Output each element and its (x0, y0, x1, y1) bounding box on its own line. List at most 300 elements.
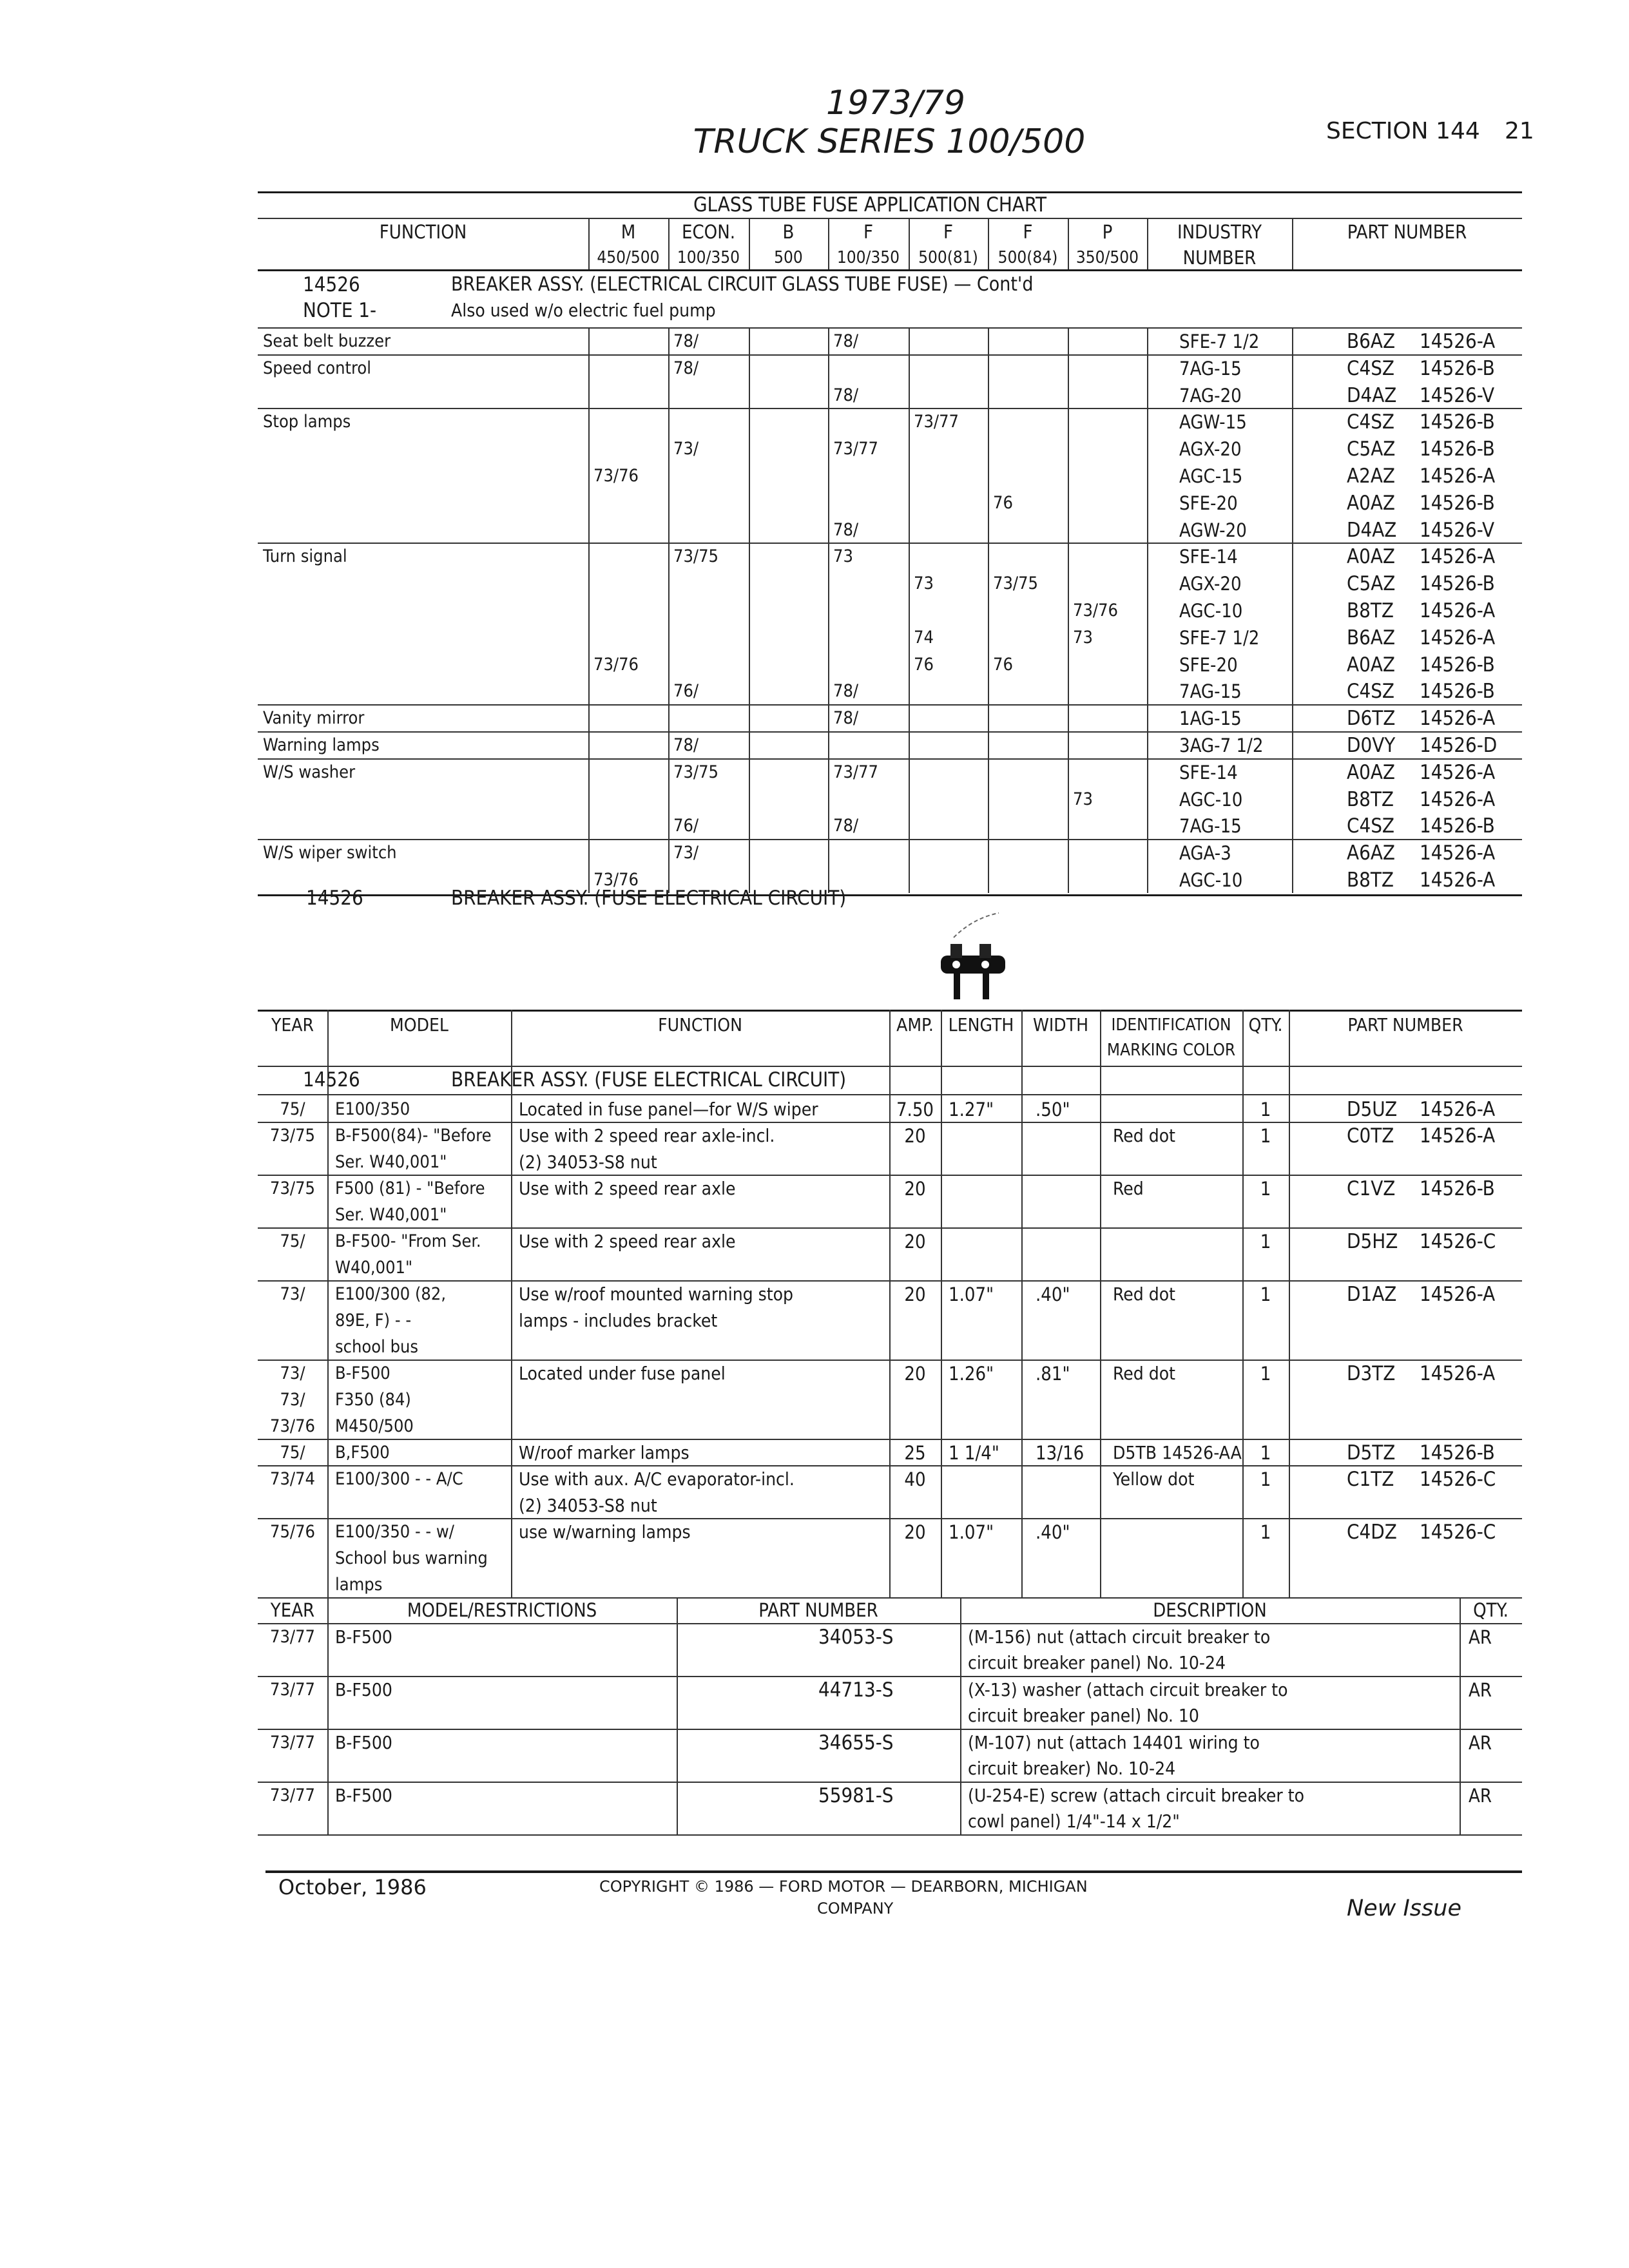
col-f2-subheader: 500(81) (918, 248, 978, 267)
part-prefix: D5TZ (1347, 1441, 1396, 1465)
amp-cell: 20 (904, 1521, 926, 1543)
col-m-header: M (621, 221, 636, 243)
part-number: 14526-B (1420, 680, 1495, 704)
col-industry-header: INDUSTRY (1177, 221, 1262, 243)
body-divider (749, 327, 750, 893)
hardware-row-rule (258, 1729, 1522, 1730)
hw-year-cell: 73/77 (270, 1733, 315, 1753)
industry-number: AGC-10 (1179, 788, 1243, 811)
year-cell: 73/ (280, 1284, 305, 1304)
page-number: 21 (1505, 118, 1534, 144)
industry-number: 7AG-15 (1179, 357, 1242, 380)
length-cell: 1.07" (949, 1283, 994, 1305)
breaker-function-header: FUNCTION (658, 1014, 742, 1035)
part-prefix: B8TZ (1347, 599, 1394, 622)
width-cell: 13/16 (1036, 1442, 1084, 1464)
model-cell: school bus (335, 1337, 419, 1357)
footer-date: October, 1986 (278, 1875, 427, 1899)
breaker-qty-header: QTY. (1248, 1014, 1283, 1035)
function-cell: (2) 34053-S8 nut (519, 1151, 657, 1173)
hw-year-cell: 73/77 (270, 1785, 315, 1805)
body-divider (988, 327, 989, 893)
function-cell: W/roof marker lamps (519, 1442, 689, 1463)
hw-desc-cell: (M-107) nut (attach 14401 wiring to (968, 1732, 1260, 1753)
breaker-width-header: WIDTH (1032, 1014, 1089, 1035)
section-code: 14526 (306, 887, 363, 910)
breaker-length-header: LENGTH (948, 1014, 1014, 1035)
part-number: 14526-B (1420, 410, 1495, 434)
industry-number: SFE-20 (1179, 653, 1238, 676)
part-prefix: A0AZ (1347, 760, 1395, 784)
header-divider (1147, 218, 1148, 269)
body-divider (588, 327, 590, 893)
hw-desc-cell: circuit breaker panel) No. 10 (968, 1705, 1199, 1726)
function-cell: Seat belt buzzer (263, 331, 391, 351)
amp-cell: 20 (904, 1178, 926, 1200)
econ-cell: 78/ (673, 735, 699, 755)
industry-number: 7AG-15 (1179, 680, 1242, 703)
part-prefix: A6AZ (1347, 841, 1395, 865)
part-prefix: D5HZ (1347, 1230, 1398, 1253)
qty-cell: 1 (1260, 1468, 1271, 1490)
qty-cell: 1 (1260, 1178, 1271, 1200)
width-cell: .81" (1036, 1363, 1070, 1385)
m-cell: 73/76 (593, 466, 639, 486)
breaker-col-divider (889, 1010, 891, 1597)
amp-cell: 20 (904, 1283, 926, 1305)
part-prefix: B8TZ (1347, 869, 1394, 892)
qty-cell: 1 (1260, 1363, 1271, 1385)
part-number: 14526-C (1420, 1230, 1496, 1253)
qty-cell: 1 (1260, 1521, 1271, 1543)
year-cell: 73/76 (270, 1416, 315, 1436)
f1-cell: 73/77 (833, 439, 878, 459)
width-cell: .50" (1036, 1099, 1070, 1120)
industry-number: AGC-15 (1179, 465, 1243, 487)
part-prefix: A0AZ (1347, 653, 1395, 677)
function-cell: Use with 2 speed rear axle-incl. (519, 1125, 775, 1146)
chart-title: GLASS TUBE FUSE APPLICATION CHART (693, 193, 1047, 216)
col-p-header: P (1102, 221, 1113, 243)
part-prefix: D3TZ (1347, 1362, 1396, 1385)
part-number: 14526-C (1420, 1468, 1496, 1491)
hw-part-cell: 44713-S (818, 1678, 894, 1702)
chart-header-rule (258, 269, 1522, 271)
amp-cell: 7.50 (896, 1099, 934, 1120)
function-cell: lamps - includes bracket (519, 1310, 718, 1331)
function-cell: Use with aux. A/C evaporator-incl. (519, 1468, 795, 1490)
econ-cell: 73/ (673, 843, 699, 863)
function-cell: Located under fuse panel (519, 1363, 726, 1384)
chart-group-code: 14526 (303, 273, 360, 296)
part-number: 14526-D (1420, 734, 1498, 757)
function-cell: Stop lamps (263, 412, 351, 432)
body-divider (828, 327, 829, 893)
breaker-ident-header: IDENTIFICATION (1111, 1015, 1231, 1035)
part-prefix: C5AZ (1347, 437, 1396, 461)
year-cell: 73/ (280, 1390, 305, 1410)
breaker-col-divider (1100, 1010, 1101, 1597)
year-cell: 75/76 (270, 1522, 315, 1542)
hw-desc-cell: (X-13) washer (attach circuit breaker to (968, 1679, 1288, 1700)
width-cell: .40" (1036, 1283, 1070, 1305)
function-cell: (2) 34053-S8 nut (519, 1495, 657, 1516)
part-number: 14526-C (1420, 1521, 1496, 1544)
model-cell: E100/300 (82, (335, 1284, 447, 1304)
year-cell: 75/ (280, 1231, 305, 1251)
length-cell: 1.07" (949, 1521, 994, 1543)
group-divider (258, 408, 1522, 409)
col-f3-subheader: 500(84) (998, 248, 1058, 267)
footer-rule (265, 1870, 1522, 1873)
group-divider (258, 839, 1522, 840)
model-cell: F350 (84) (335, 1390, 411, 1410)
hw-qty-cell: AR (1469, 1626, 1492, 1648)
part-number: 14526-A (1420, 599, 1496, 622)
industry-number: AGA-3 (1179, 842, 1231, 865)
part-prefix: D5UZ (1347, 1098, 1398, 1121)
part-number: 14526-B (1420, 572, 1495, 596)
hardware-col-divider (960, 1597, 961, 1834)
chart-note-label: NOTE 1- (303, 299, 377, 322)
length-cell: 1 1/4" (949, 1442, 999, 1464)
industry-number: AGX-20 (1179, 573, 1242, 595)
hw-qty-header: QTY. (1473, 1599, 1509, 1621)
industry-number: SFE-14 (1179, 761, 1238, 783)
part-prefix: D0VY (1347, 734, 1396, 757)
qty-cell: 1 (1260, 1125, 1271, 1147)
industry-number: AGC-10 (1179, 869, 1243, 891)
hw-model-cell: B-F500 (335, 1626, 392, 1648)
hw-desc-cell: cowl panel) 1/4"-14 x 1/2" (968, 1811, 1180, 1832)
f1-cell: 78/ (833, 385, 859, 405)
part-number: 14526-A (1420, 869, 1496, 892)
function-cell: Vanity mirror (263, 708, 365, 729)
f1-cell: 73/77 (833, 762, 878, 782)
hw-model-header: MODEL/RESTRICTIONS (407, 1599, 597, 1621)
col-econ-header: ECON. (681, 221, 736, 243)
length-cell: 1.27" (949, 1099, 994, 1120)
part-prefix: C1TZ (1347, 1468, 1394, 1491)
col-industry-subheader: NUMBER (1182, 247, 1257, 269)
econ-cell: 73/ (673, 439, 699, 459)
part-prefix: C0TZ (1347, 1124, 1394, 1148)
footer-issue: New Issue (1347, 1896, 1461, 1921)
econ-cell: 78/ (673, 331, 699, 351)
section-title: BREAKER ASSY. (FUSE ELECTRICAL CIRCUIT) (451, 887, 847, 910)
model-cell: 89E, F) - - (335, 1311, 412, 1331)
chart-bottom-rule (258, 894, 1522, 896)
hw-model-cell: B-F500 (335, 1679, 392, 1700)
f1-cell: 78/ (833, 816, 859, 836)
breaker-year-header: YEAR (271, 1014, 314, 1035)
industry-number: SFE-7 1/2 (1179, 626, 1260, 649)
p-cell: 73/76 (1073, 601, 1118, 620)
body-divider (668, 327, 670, 893)
part-number: 14526-B (1420, 491, 1495, 515)
econ-cell: 76/ (673, 816, 699, 836)
chart-title-rule (258, 218, 1522, 219)
function-cell: use w/warning lamps (519, 1521, 691, 1542)
ident-cell: Red dot (1113, 1363, 1176, 1384)
part-number: 14526-B (1420, 653, 1495, 677)
part-number: 14526-A (1420, 1098, 1496, 1121)
part-prefix: C4SZ (1347, 680, 1395, 704)
f1-cell: 73 (833, 546, 853, 567)
ident-cell: Yellow dot (1113, 1468, 1195, 1490)
function-cell: Use w/roof mounted warning stop (519, 1283, 794, 1305)
header-divider (988, 218, 989, 269)
part-prefix: B6AZ (1347, 330, 1396, 353)
part-number: 14526-B (1420, 356, 1495, 380)
group-divider (258, 543, 1522, 544)
m-cell: 73/76 (593, 654, 639, 675)
qty-cell: 1 (1260, 1283, 1271, 1305)
body-divider (1068, 327, 1069, 893)
part-prefix: D4AZ (1347, 383, 1397, 407)
title-year: 1973/79 (825, 84, 966, 122)
group-divider (258, 758, 1522, 760)
f1-cell: 78/ (833, 519, 859, 540)
header-divider (828, 218, 829, 269)
circuit-breaker-icon (928, 905, 1018, 1008)
part-prefix: C4SZ (1347, 356, 1395, 380)
width-cell: .40" (1036, 1521, 1070, 1543)
part-number: 14526-A (1420, 465, 1496, 488)
f3-cell: 76 (993, 654, 1013, 675)
qty-cell: 1 (1260, 1099, 1271, 1120)
part-number: 14526-A (1420, 626, 1496, 649)
industry-number: AGW-15 (1179, 411, 1247, 434)
econ-cell: 73/75 (673, 546, 718, 567)
function-cell: Turn signal (263, 546, 347, 567)
industry-number: SFE-7 1/2 (1179, 331, 1260, 352)
f1-cell: 78/ (833, 331, 859, 351)
breaker-col-divider (1021, 1010, 1023, 1597)
group-divider (258, 354, 1522, 356)
hw-desc-cell: (M-156) nut (attach circuit breaker to (968, 1626, 1271, 1648)
part-number: 14526-A (1420, 1362, 1496, 1385)
hw-desc-cell: (U-254-E) screw (attach circuit breaker to (968, 1785, 1305, 1806)
breaker-col-divider (941, 1010, 942, 1597)
industry-number: 7AG-15 (1179, 815, 1242, 838)
breaker-part-header: PART NUMBER (1347, 1014, 1463, 1035)
section-label: SECTION 144 (1326, 118, 1480, 144)
chart-note-text: Also used w/o electric fuel pump (451, 300, 716, 321)
footer-company: COMPANY (817, 1899, 894, 1917)
hw-desc-cell: circuit breaker) No. 10-24 (968, 1758, 1176, 1779)
part-prefix: C4DZ (1347, 1521, 1397, 1544)
part-prefix: C4SZ (1347, 410, 1395, 434)
hardware-col-divider (327, 1597, 329, 1834)
col-m-subheader: 450/500 (597, 248, 660, 267)
hw-part-header: PART NUMBER (758, 1599, 878, 1621)
body-top-rule (258, 327, 1522, 329)
part-number: 14526-B (1420, 1441, 1495, 1465)
hw-part-cell: 34053-S (818, 1626, 894, 1649)
year-cell: 73/75 (270, 1178, 315, 1198)
ident-cell: D5TB 14526-AA (1113, 1442, 1242, 1463)
industry-number: SFE-20 (1179, 492, 1238, 514)
f2-cell: 73 (914, 573, 934, 594)
part-number: 14526-A (1420, 545, 1496, 569)
part-number: 14526-A (1420, 1124, 1496, 1148)
chart-group-title: BREAKER ASSY. (ELECTRICAL CIRCUIT GLASS TUBE FUSE) — Cont'd (451, 273, 1034, 296)
part-prefix: D1AZ (1347, 1283, 1397, 1306)
econ-cell: 73/75 (673, 762, 718, 782)
col-econ-subheader: 100/350 (677, 248, 740, 267)
function-cell: W/S washer (263, 762, 356, 782)
header-divider (588, 218, 590, 269)
hardware-row-rule (258, 1676, 1522, 1677)
amp-cell: 20 (904, 1231, 926, 1253)
part-prefix: A0AZ (1347, 491, 1395, 515)
model-cell: Ser. W40,001" (335, 1205, 447, 1225)
model-cell: E100/350 (335, 1099, 410, 1119)
model-cell: lamps (335, 1575, 383, 1595)
header-divider (1292, 218, 1293, 269)
m-cell: 73/76 (593, 870, 639, 890)
hw-year-header: YEAR (270, 1599, 315, 1621)
breaker-group-title: BREAKER ASSY. (FUSE ELECTRICAL CIRCUIT) (451, 1068, 847, 1091)
model-cell: B-F500 (335, 1363, 390, 1383)
p-cell: 73 (1073, 627, 1093, 648)
function-cell: Located in fuse panel—for W/S wiper (519, 1099, 818, 1120)
model-cell: W40,001" (335, 1258, 413, 1278)
breaker-ident-subheader: MARKING COLOR (1106, 1041, 1236, 1060)
part-prefix: C4SZ (1347, 814, 1395, 838)
header-divider (909, 218, 910, 269)
amp-cell: 25 (904, 1442, 926, 1464)
amp-cell: 20 (904, 1363, 926, 1385)
footer-copyright: COPYRIGHT © 1986 — FORD MOTOR — DEARBORN, MICHIGAN (599, 1878, 1088, 1896)
col-f1-subheader: 100/350 (836, 248, 900, 267)
part-number: 14526-A (1420, 707, 1496, 731)
col-p-subheader: 350/500 (1075, 248, 1139, 267)
hardware-col-divider (677, 1597, 678, 1834)
part-prefix: A0AZ (1347, 545, 1395, 569)
header-divider (668, 218, 670, 269)
part-number: 14526-B (1420, 1177, 1495, 1200)
breaker-col-divider (327, 1010, 329, 1597)
function-cell: W/S wiper switch (263, 843, 397, 863)
header-divider (1068, 218, 1069, 269)
qty-cell: 1 (1260, 1442, 1271, 1464)
group-divider (258, 731, 1522, 733)
part-prefix: C5AZ (1347, 572, 1396, 596)
hardware-col-divider (1460, 1597, 1461, 1834)
year-cell: 73/75 (270, 1126, 315, 1146)
col-function-header: FUNCTION (379, 221, 467, 243)
hw-model-cell: B-F500 (335, 1785, 392, 1806)
col-b-header: B (782, 221, 795, 243)
f1-cell: 78/ (833, 681, 859, 702)
econ-cell: 78/ (673, 358, 699, 378)
hardware-row-rule (258, 1834, 1522, 1836)
f2-cell: 76 (914, 654, 934, 675)
function-cell: Use with 2 speed rear axle (519, 1231, 736, 1252)
breaker-group-code: 14526 (303, 1068, 360, 1091)
qty-cell: 1 (1260, 1231, 1271, 1253)
part-number: 14526-A (1420, 841, 1496, 865)
econ-cell: 76/ (673, 681, 699, 702)
part-prefix: D6TZ (1347, 707, 1396, 731)
breaker-model-header: MODEL (390, 1014, 448, 1035)
breaker-col-divider (1242, 1010, 1244, 1597)
industry-number: 7AG-20 (1179, 384, 1242, 407)
part-number: 14526-V (1420, 383, 1495, 407)
model-cell: M450/500 (335, 1416, 414, 1436)
model-cell: F500 (81) - "Before (335, 1178, 485, 1198)
model-cell: B,F500 (335, 1443, 390, 1463)
amp-cell: 40 (904, 1468, 926, 1490)
part-prefix: C1VZ (1347, 1177, 1396, 1200)
part-number: 14526-A (1420, 787, 1496, 811)
ident-cell: Red (1113, 1178, 1144, 1199)
industry-number: AGX-20 (1179, 438, 1242, 461)
part-prefix: B6AZ (1347, 626, 1396, 649)
model-cell: B-F500(84)- "Before (335, 1126, 492, 1146)
f2-cell: 73/77 (914, 412, 959, 432)
header-divider (749, 218, 750, 269)
body-divider (1292, 327, 1293, 893)
f3-cell: 76 (993, 492, 1013, 513)
f2-cell: 74 (914, 627, 934, 648)
industry-number: 1AG-15 (1179, 707, 1242, 730)
p-cell: 73 (1073, 789, 1093, 809)
part-prefix: A2AZ (1347, 465, 1395, 488)
ident-cell: Red dot (1113, 1283, 1176, 1305)
hardware-header-rule (258, 1623, 1522, 1624)
industry-number: AGW-20 (1179, 519, 1247, 541)
hardware-row-rule (258, 1782, 1522, 1783)
part-prefix: B8TZ (1347, 787, 1394, 811)
col-part-header: PART NUMBER (1347, 221, 1467, 243)
col-f2-header: F (943, 221, 953, 243)
title-series: TRUCK SERIES 100/500 (693, 122, 1086, 161)
part-number: 14526-B (1420, 437, 1495, 461)
body-divider (1147, 327, 1148, 893)
model-cell: Ser. W40,001" (335, 1152, 447, 1172)
col-b-subheader: 500 (774, 248, 803, 267)
group-divider (258, 704, 1522, 706)
breaker-amp-header: AMP. (896, 1014, 934, 1035)
industry-number: SFE-14 (1179, 546, 1238, 568)
part-number: 14526-B (1420, 814, 1495, 838)
function-cell: Speed control (263, 358, 372, 378)
hw-qty-cell: AR (1469, 1785, 1492, 1807)
hw-year-cell: 73/77 (270, 1680, 315, 1700)
ident-cell: Red dot (1113, 1125, 1176, 1146)
col-f1-header: F (863, 221, 873, 243)
industry-number: AGC-10 (1179, 600, 1243, 622)
body-divider (909, 327, 910, 893)
part-number: 14526-A (1420, 1283, 1496, 1306)
part-prefix: D4AZ (1347, 518, 1397, 542)
model-cell: B-F500- "From Ser. (335, 1231, 481, 1251)
breaker-col-divider (511, 1010, 512, 1597)
industry-number: 3AG-7 1/2 (1179, 735, 1264, 756)
year-cell: 73/ (280, 1363, 305, 1383)
col-f3-header: F (1023, 221, 1033, 243)
hw-part-cell: 55981-S (818, 1784, 894, 1807)
part-number: 14526-V (1420, 518, 1495, 542)
function-cell: Warning lamps (263, 735, 380, 755)
hw-desc-header: DESCRIPTION (1153, 1599, 1267, 1621)
model-cell: School bus warning (335, 1548, 488, 1568)
hw-desc-cell: circuit breaker panel) No. 10-24 (968, 1652, 1226, 1673)
hw-qty-cell: AR (1469, 1679, 1492, 1701)
